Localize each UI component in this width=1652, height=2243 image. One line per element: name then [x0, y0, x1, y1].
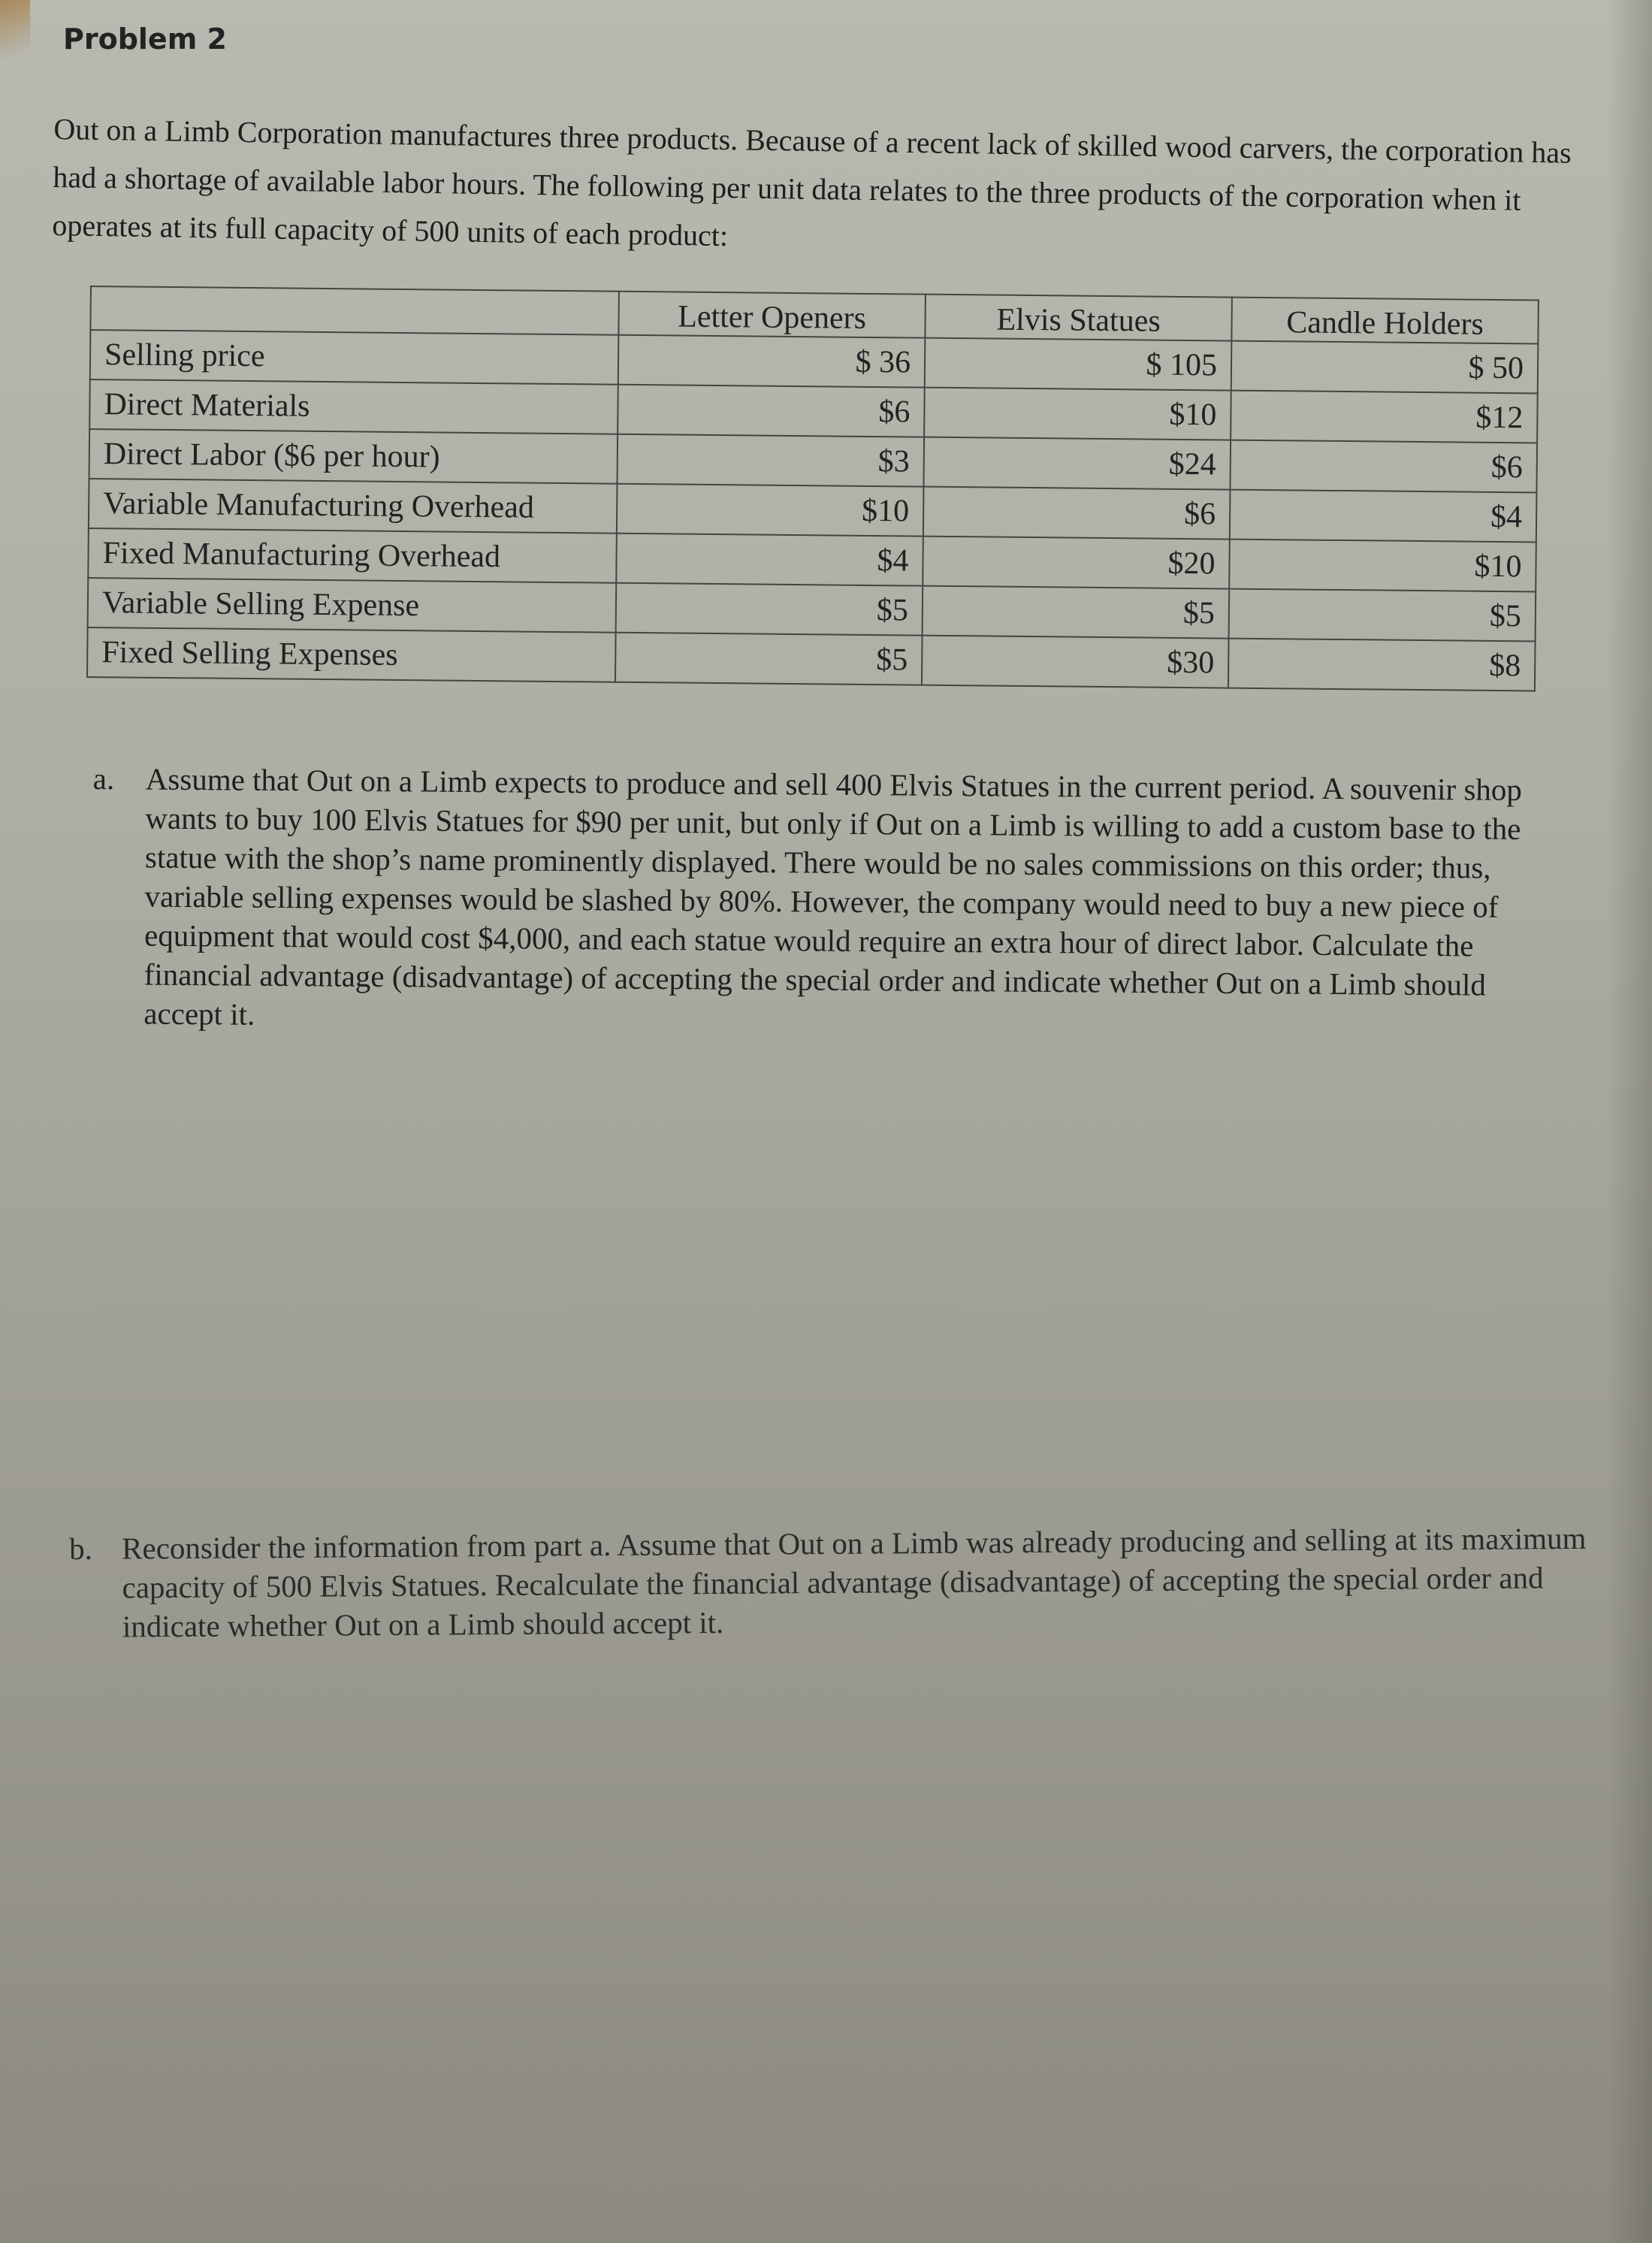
table-cell: $10	[924, 388, 1231, 440]
table-cell: $8	[1228, 639, 1536, 691]
table-cell: $6	[923, 487, 1231, 540]
row-label: Variable Selling Expense	[88, 578, 617, 633]
table-cell: $5	[615, 633, 923, 685]
cost-table	[86, 286, 1539, 691]
table-cell: $5	[1229, 589, 1536, 642]
part-b-marker: b.	[69, 1531, 93, 1566]
part-a-text: Assume that Out on a Limb expects to produce and sell 400 Elvis Statues in the current period. A souvenir shop wants to buy 100 Elvis Statues for $90 per unit, but only if Out on a Limb is willing to add a custom base to the statue with the shop’s name prominently displayed. There would be no sales commissions on this order; thus, variable selling expenses would be slashed by 80%. However, the company would need to buy a new piece of equipment that would cost $4,000, and each statue would require an extra hour of direct labor. Calculate the financial advantage (disadvantage) of accepting the special order and indicate whether Out on a Limb should accept it.	[143, 761, 1523, 1032]
table-cell: $6	[1230, 440, 1537, 493]
table-cell: $ 105	[925, 338, 1232, 391]
row-label: Fixed Selling Expenses	[87, 627, 616, 682]
table-cell: $ 36	[618, 335, 926, 388]
table-cell: $5	[923, 586, 1230, 639]
page-edge-shadow	[1607, 0, 1652, 2243]
row-label: Direct Materials	[89, 379, 618, 434]
part-b-text: Reconsider the information from part a. Assume that Out on a Limb was already producing and selling at its maximum capacity of 500 Elvis Statues. Recalculate the financial advantage (disadvantage) of accepting the special order and indicate whether Out on a Limb should accept it.	[122, 1520, 1587, 1644]
row-label: Selling price	[90, 330, 619, 385]
part-a-marker: a.	[92, 760, 115, 797]
intro-paragraph: Out on a Limb Corporation manufactures three products. Because of a recent lack of skilled wood carvers, the corporation has had a shortage of available labor hours. The following per unit data relates to the three products of the corporation when it operates at its full capacity of 500 units of each product:	[52, 111, 1572, 253]
row-label: Fixed Manufacturing Overhead	[88, 528, 617, 583]
table-cell: $30	[922, 636, 1229, 688]
table-header-candle-holders: Candle Holders	[1231, 298, 1539, 344]
row-label: Variable Manufacturing Overhead	[89, 479, 618, 534]
page-corner-shadow	[0, 0, 30, 68]
table-cell: $10	[1229, 540, 1536, 592]
table-cell: $4	[1230, 490, 1537, 543]
table-cell: $5	[616, 583, 923, 636]
table-cell: $20	[923, 537, 1230, 589]
table-header-elvis-statues: Elvis Statues	[925, 295, 1232, 341]
table-cell: $ 50	[1231, 341, 1539, 394]
table-cell: $12	[1231, 391, 1538, 443]
table-cell: $4	[616, 534, 923, 586]
row-label: Direct Labor ($6 per hour)	[89, 429, 618, 484]
table-cell: $24	[923, 437, 1231, 490]
problem-title: Problem 2	[63, 23, 227, 56]
table-header-blank	[90, 286, 619, 335]
table-header-letter-openers: Letter Openers	[618, 292, 926, 338]
table-cell: $3	[618, 434, 925, 487]
table-cell: $6	[618, 385, 925, 437]
question-part-b	[69, 1519, 1595, 1646]
table-cell: $10	[617, 484, 924, 537]
question-part-a	[91, 759, 1566, 1044]
